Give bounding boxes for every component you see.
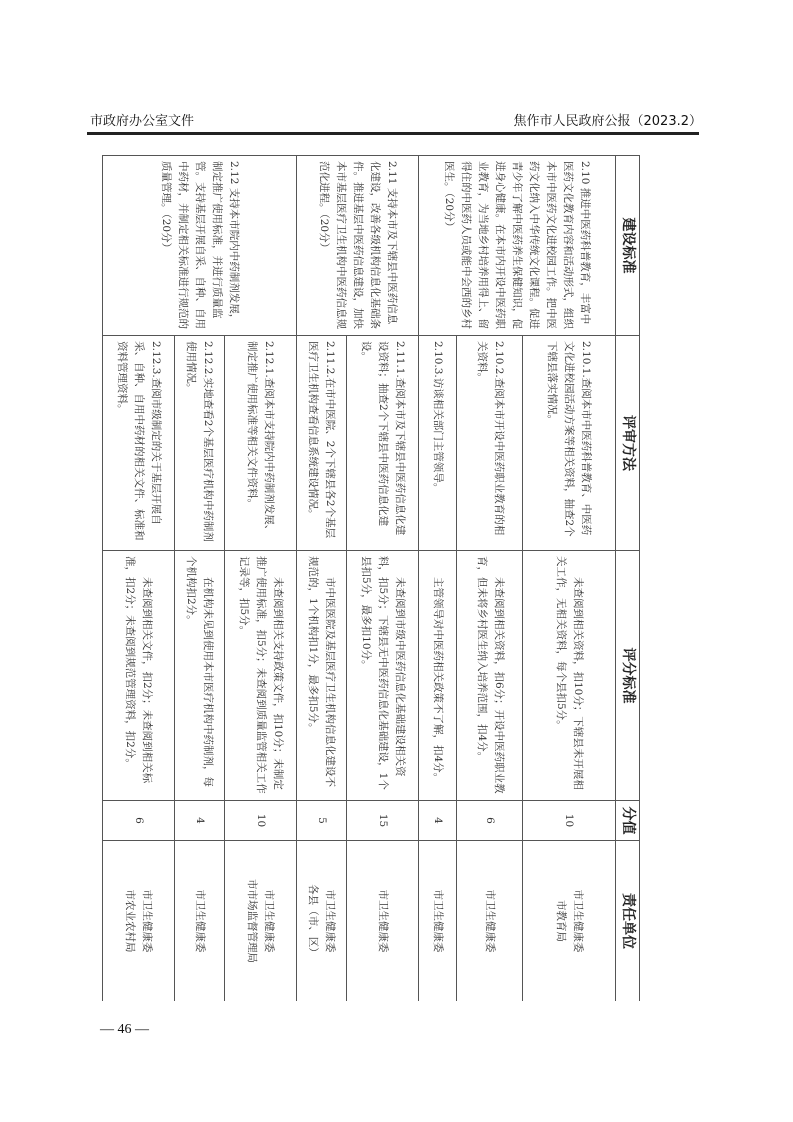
score-cell: 4 xyxy=(418,801,457,841)
unit-cell: 市卫生健康委 xyxy=(347,841,419,1002)
header-right-title: 焦作市人民政府公报（2023.2） xyxy=(513,114,702,129)
unit-cell: 市卫生健康委 市教育局 xyxy=(522,841,615,1002)
unit-cell: 市卫生健康委 市农业农村局 xyxy=(103,841,175,1002)
table-row xyxy=(225,156,297,1002)
score-cell: 6 xyxy=(457,801,523,841)
standard-cell: 2.12 支持本市院内中药制剂发展，制定推广使用标准，并进行质量监管。支持基层开展自采、自种、自用中药材，并制定相关标准进行规范的质量管理。（20分） xyxy=(103,156,297,336)
column-header-standard: 建设标准 xyxy=(616,156,640,336)
unit-cell: 市卫生健康委 市市场监督管理局 xyxy=(225,841,297,1002)
column-header-unit: 责任单位 xyxy=(616,841,640,1002)
page-number: — 46 — xyxy=(100,1022,149,1037)
score-cell: 10 xyxy=(522,801,615,841)
method-cell: 2.10.2.查阅本市开设中医药职业教育的相关资料。 xyxy=(457,336,523,551)
header-left-title: 市政府办公室文件 xyxy=(90,114,195,129)
method-cell: 2.12.1.查阅本市支持院内中药制剂发展、制定推广使用标准等相关文件资料。 xyxy=(225,336,297,551)
criteria-cell: 主管领导对中医药相关政策不了解，扣4分。 xyxy=(418,551,457,801)
standard-cell: 2.10 推进中医药科普教育，丰富中医药文化教育内容和活动形式，组织本市中医药文化进校园工作。把中医药文化纳入中华传统文化课程。促进青少年了解中医药养生保健知识，促进身心健康。在本市内开设中医药职业教育，为当地乡村培养用得上、留得住的中医药人员或能中会西的乡村医生。（20分） xyxy=(418,156,615,336)
criteria-cell: 未查阅到相关文件，扣2分；未查阅到相关标准，扣2分；未查阅到规范管理资料，扣2分。 xyxy=(103,551,175,801)
header-divider xyxy=(87,132,699,135)
standard-cell: 2.11 支持本市及下辖县中医药信息化建设，改善各级机构信息化基础条件。推进基层中医药信息建设，加快本市基层医疗卫生机构中医药信息规范化进程。（20分） xyxy=(296,156,418,336)
method-cell: 2.11.2.在市中医院、2个下辖县各2个基层医疗卫生机构查看信息系统建设情况。 xyxy=(296,336,347,551)
score-cell: 15 xyxy=(347,801,419,841)
criteria-cell: 未查阅到相关资料，扣6分；开设中医药职业教育，但未将乡村医生纳入培养范围，扣4分。 xyxy=(457,551,523,801)
method-cell: 2.10.1.查阅本市中医药科普教育、中医药文化进校园活动方案等相关资料，抽查2个下辖县落实情况。 xyxy=(522,336,615,551)
column-header-criteria: 评分标准 xyxy=(616,551,640,801)
score-cell: 5 xyxy=(296,801,347,841)
criteria-cell: 未查阅到相关资料，扣10分；下辖县未开展相关工作，无相关资料，每个县扣5分。 xyxy=(522,551,615,801)
table-row xyxy=(347,156,419,1002)
evaluation-table xyxy=(102,155,640,1001)
page-header xyxy=(90,110,702,132)
score-cell: 4 xyxy=(174,801,225,841)
method-cell: 2.11.1.查阅本市及下辖县中医药信息化建设资料；抽查2个下辖县中医药信息化建设。 xyxy=(347,336,419,551)
column-header-score: 分值 xyxy=(616,801,640,841)
table-row xyxy=(522,156,615,1002)
unit-cell: 市卫生健康委 各县（市、区） xyxy=(296,841,347,1002)
unit-cell: 市卫生健康委 xyxy=(174,841,225,1002)
criteria-cell: 未查阅到相关支持政策文件，扣10分；未制定推广使用标准，扣5分；未查阅到质量监管相关工作记录等，扣5分。 xyxy=(225,551,297,801)
unit-cell: 市卫生健康委 xyxy=(418,841,457,1002)
criteria-cell: 在机构未见到使用本市医疗机构中药制剂，每个机构扣2分。 xyxy=(174,551,225,801)
score-cell: 10 xyxy=(225,801,297,841)
table-header-row xyxy=(616,156,640,1002)
rotated-table-container xyxy=(102,155,640,1001)
method-cell: 2.12.3.查阅市级制定的关于基层开展自采、自种、自用中药材的相关文件、标准和资料管理资料。 xyxy=(103,336,175,551)
criteria-cell: 未查阅到市级中医药信息化基础建设相关资料，扣5分；下辖县无中医药信息化基础建设，1个县扣5分，最多扣10分。 xyxy=(347,551,419,801)
method-cell: 2.12.2.实地查看2个基层医疗机构中药制剂使用情况。 xyxy=(174,336,225,551)
method-cell: 2.10.3.访谈相关部门主管领导。 xyxy=(418,336,457,551)
unit-cell: 市卫生健康委 xyxy=(457,841,523,1002)
criteria-cell: 市中医医院及基层医疗卫生机构信息化建设不规范的，1个机构扣1分，最多扣5分。 xyxy=(296,551,347,801)
column-header-method: 评审方法 xyxy=(616,336,640,551)
score-cell: 6 xyxy=(103,801,175,841)
